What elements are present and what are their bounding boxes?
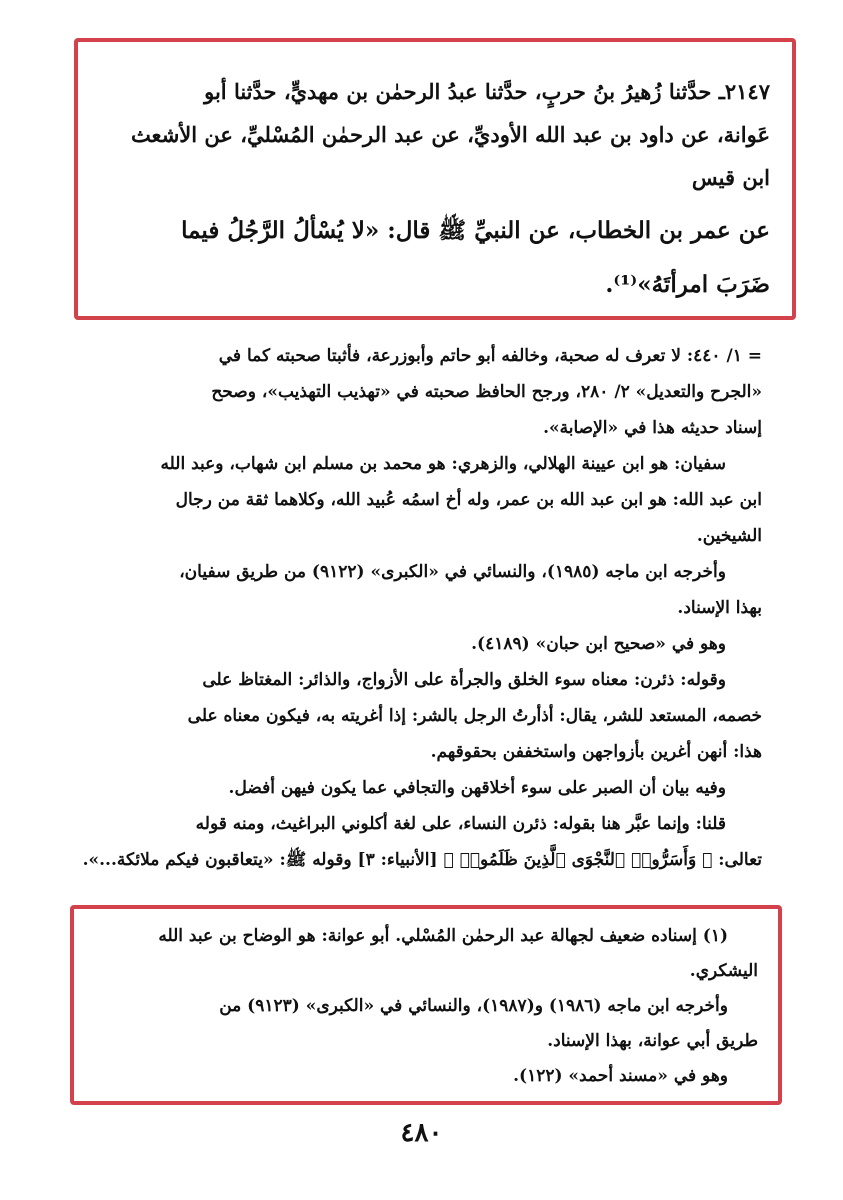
commentary-line: هذا: أنهن أغرين بأزواجهن واستخففن بحقوقهم. <box>430 742 762 762</box>
commentary-line: وقوله: ذئرن: معناه سوء الخلق والجرأة على الأزواج، والذائر: المغتاظ على <box>202 670 726 690</box>
hadith-isnad-line: ٢١٤٧ـ حدَّثنا زُهيرُ بنُ حربٍ، حدَّثنا عبدُ الرحمٰن بن مهديٍّ، حدَّثنا أبو <box>204 79 770 104</box>
commentary-line: وهو في «صحيح ابن حبان» (٤١٨٩). <box>471 634 726 654</box>
commentary-line: = ١/ ٤٤٠: لا تعرف له صحبة، وخالفه أبو حاتم وأبوزرعة، فأثبتا صحبته كما في <box>218 346 762 366</box>
commentary-line: بهذا الإسناد. <box>677 598 762 618</box>
commentary-line: سفيان: هو ابن عيينة الهلالي، والزهري: هو محمد بن مسلم ابن شهاب، وعبد الله <box>160 454 726 474</box>
commentary-line: تعالى: ﴿ وَأَسَرُّوا۟ ٱلنَّجْوَى ٱلَّذِينَ ظَلَمُوا۟ ﴾ [الأنبياء: ٣] وقوله ﷺ: «يتعاقبون فيكم ملائكة...». <box>82 850 762 870</box>
page-number: ٤٨٠ <box>400 1118 443 1148</box>
commentary-line: «الجرح والتعديل» ٢/ ٢٨٠، ورجح الحافظ صحبته في «تهذيب التهذيب»، وصحح <box>211 382 762 402</box>
hadith-highlight-box <box>74 38 796 320</box>
hadith-matn-line: ضَرَبَ امرأتَهُ»⁽¹⁾. <box>605 271 770 298</box>
commentary-line: ابن عبد الله: هو ابن عبد الله بن عمر، وله أخ اسمُه عُبيد الله، وكلاهما ثقة من رجال <box>175 490 762 510</box>
footnote-line: وهو في «مسند أحمد» (١٢٢). <box>513 1066 728 1086</box>
footnote-line: طريق أبي عوانة، بهذا الإسناد. <box>547 1031 758 1051</box>
commentary-line: خصمه، المستعد للشر، يقال: أذأرتُ الرجل بالشر: إذا أغريته به، فيكون معناه على <box>187 706 762 726</box>
commentary-section <box>82 338 762 878</box>
commentary-line: الشيخين. <box>696 526 762 546</box>
commentary-line: وفيه بيان أن الصبر على سوء أخلاقهن والتجافي عما يكون فيهن أفضل. <box>228 778 726 798</box>
hadith-matn-line: عن عمر بن الخطاب، عن النبيِّ ﷺ قال: «لا يُسْألُ الرَّجُلُ فيما <box>181 217 770 244</box>
commentary-line: إسناد حديثه هذا في «الإصابة». <box>543 418 762 438</box>
commentary-line: وأخرجه ابن ماجه (١٩٨٥)، والنسائي في «الكبرى» (٩١٢٢) من طريق سفيان، <box>179 562 726 582</box>
commentary-line: قلنا: وإنما عبَّر هنا بقوله: ذئرن النساء، على لغة أكلوني البراغيث، ومنه قوله <box>195 814 726 834</box>
footnote-line: اليشكري. <box>689 961 758 981</box>
footnote-line: (١) إسناده ضعيف لجهالة عبد الرحمٰن المُسْلي. أبو عوانة: هو الوضاح بن عبد الله <box>158 926 728 946</box>
footnote-line: وأخرجه ابن ماجه (١٩٨٦) و(١٩٨٧)، والنسائي في «الكبرى» (٩١٢٣) من <box>219 996 728 1016</box>
hadith-isnad-line: ابن قيس <box>691 165 770 190</box>
hadith-isnad-line: عَوانة، عن داود بن عبد الله الأوديِّ، عن عبد الرحمٰن المُسْليِّ، عن الأشعث <box>130 122 770 147</box>
footnote-highlight-box <box>70 905 782 1105</box>
